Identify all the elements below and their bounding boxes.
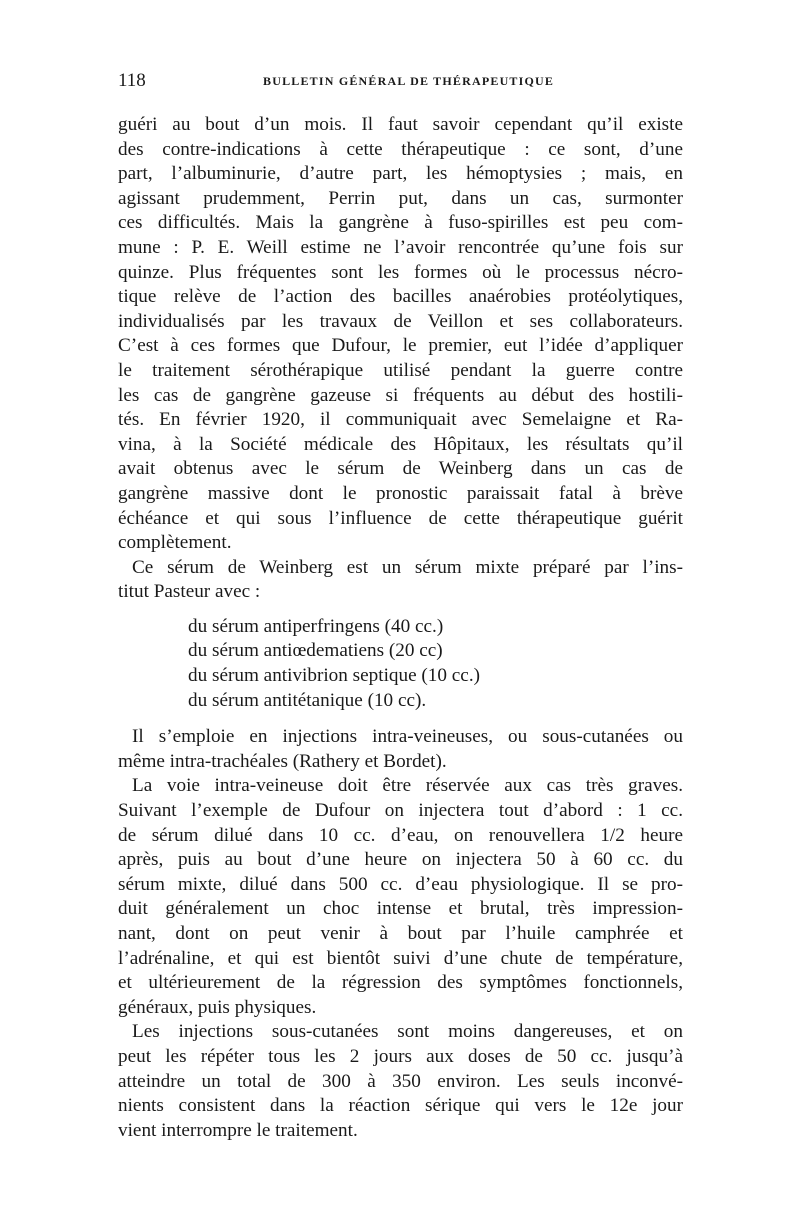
text-line: échéance et qui sous l’influence de cette thérapeutique guérit <box>118 507 683 529</box>
text-line: nients consistent dans la réaction sérique qui vers le 12e jour <box>118 1095 683 1117</box>
text-line: C’est à ces formes que Dufour, le premier, eut l’idée d’appliquer <box>118 335 683 357</box>
paragraph-4 <box>118 774 683 1020</box>
text-line: agissant prudemment, Perrin put, dans un cas, surmonter <box>118 187 683 209</box>
list-item: du sérum antiœdematiens (20 cc) <box>188 640 443 662</box>
text-line: titut Pasteur avec : <box>118 581 261 603</box>
text-line: nant, dont on peut venir à bout par l’huile camphrée et <box>118 923 683 944</box>
text-line: généraux, puis physiques. <box>118 996 317 1018</box>
text-line: tés. En février 1920, il communiquait avec Semelaigne et Ra- <box>118 409 683 431</box>
text-line: gangrène massive dont le pronostic paraissait fatal à brève <box>118 482 683 504</box>
text-line: le traitement sérothérapique utilisé pendant la guerre contre <box>118 359 683 381</box>
text-line: après, puis au bout d’une heure on injectera 50 à 60 cc. du <box>118 849 683 871</box>
list-item: du sérum antivibrion septique (10 cc.) <box>188 665 481 687</box>
text-line: sérum mixte, dilué dans 500 cc. d’eau physiologique. Il se pro- <box>118 873 683 895</box>
text-line: guéri au bout d’un mois. Il faut savoir cependant qu’il existe <box>118 114 683 135</box>
text-line: complètement. <box>118 532 232 554</box>
list-item: du sérum antitétanique (10 cc). <box>188 689 427 711</box>
text-line: Il s’emploie en injections intra-veineuses, ou sous-cutanées ou <box>132 726 683 748</box>
body-text <box>118 113 683 1143</box>
text-line: quinze. Plus fréquentes sont les formes où le processus nécro- <box>118 261 683 283</box>
text-line: l’adrénaline, et qui est bientôt suivi d’une chute de température, <box>118 947 683 969</box>
page-header <box>118 70 683 92</box>
text-line: même intra-trachéales (Rathery et Bordet). <box>118 750 447 772</box>
page-number: 118 <box>118 70 146 91</box>
text-line: et ultérieurement de la régression des symptômes fonctionnels, <box>118 972 683 994</box>
text-line: ces difficultés. Mais la gangrène à fuso-spirilles est peu com- <box>118 212 683 234</box>
text-line: des contre-indications à cette thérapeutique : ce sont, d’une <box>118 138 683 160</box>
text-line: de sérum dilué dans 10 cc. d’eau, on renouvellera 1/2 heure <box>118 824 683 846</box>
text-line: La voie intra-veineuse doit être réservée aux cas très graves. <box>132 775 683 797</box>
text-line: Suivant l’exemple de Dufour on injectera tout d’abord : 1 cc. <box>118 800 683 822</box>
text-line: Ce sérum de Weinberg est un sérum mixte préparé par l’ins- <box>132 556 683 578</box>
text-line: mune : P. E. Weill estime ne l’avoir rencontrée qu’une fois sur <box>118 236 683 258</box>
paragraph-5 <box>118 1020 683 1143</box>
text-line: atteindre un total de 300 à 350 environ. Les seuls inconvé- <box>118 1070 683 1092</box>
paragraph-1 <box>118 113 683 556</box>
list-item: du sérum antiperfringens (40 cc.) <box>188 615 444 637</box>
text-line: duit généralement un choc intense et brutal, très impression- <box>118 898 683 920</box>
text-line: les cas de gangrène gazeuse si fréquents au début des hostili- <box>118 384 683 406</box>
serum-list <box>118 615 683 713</box>
text-line: avait obtenus avec le sérum de Weinberg dans un cas de <box>118 458 683 480</box>
text-line: part, l’albuminurie, d’autre part, les hémoptysies ; mais, en <box>118 163 683 185</box>
running-head: BULLETIN GÉNÉRAL DE THÉRAPEUTIQUE <box>263 74 555 88</box>
text-line: individualisés par les travaux de Veillon et ses collaborateurs. <box>118 310 683 332</box>
text-line: tique relève de l’action des bacilles anaérobies protéolytiques, <box>118 286 683 308</box>
text-line: vina, à la Société médicale des Hôpitaux, les résultats qu’il <box>118 433 683 455</box>
text-line: vient interrompre le traitement. <box>118 1119 358 1141</box>
text-line: peut les répéter tous les 2 jours aux doses de 50 cc. jusqu’à <box>118 1045 683 1067</box>
text-line: Les injections sous-cutanées sont moins dangereuses, et on <box>132 1021 683 1043</box>
paragraph-3 <box>118 725 683 774</box>
paragraph-2 <box>118 556 683 605</box>
